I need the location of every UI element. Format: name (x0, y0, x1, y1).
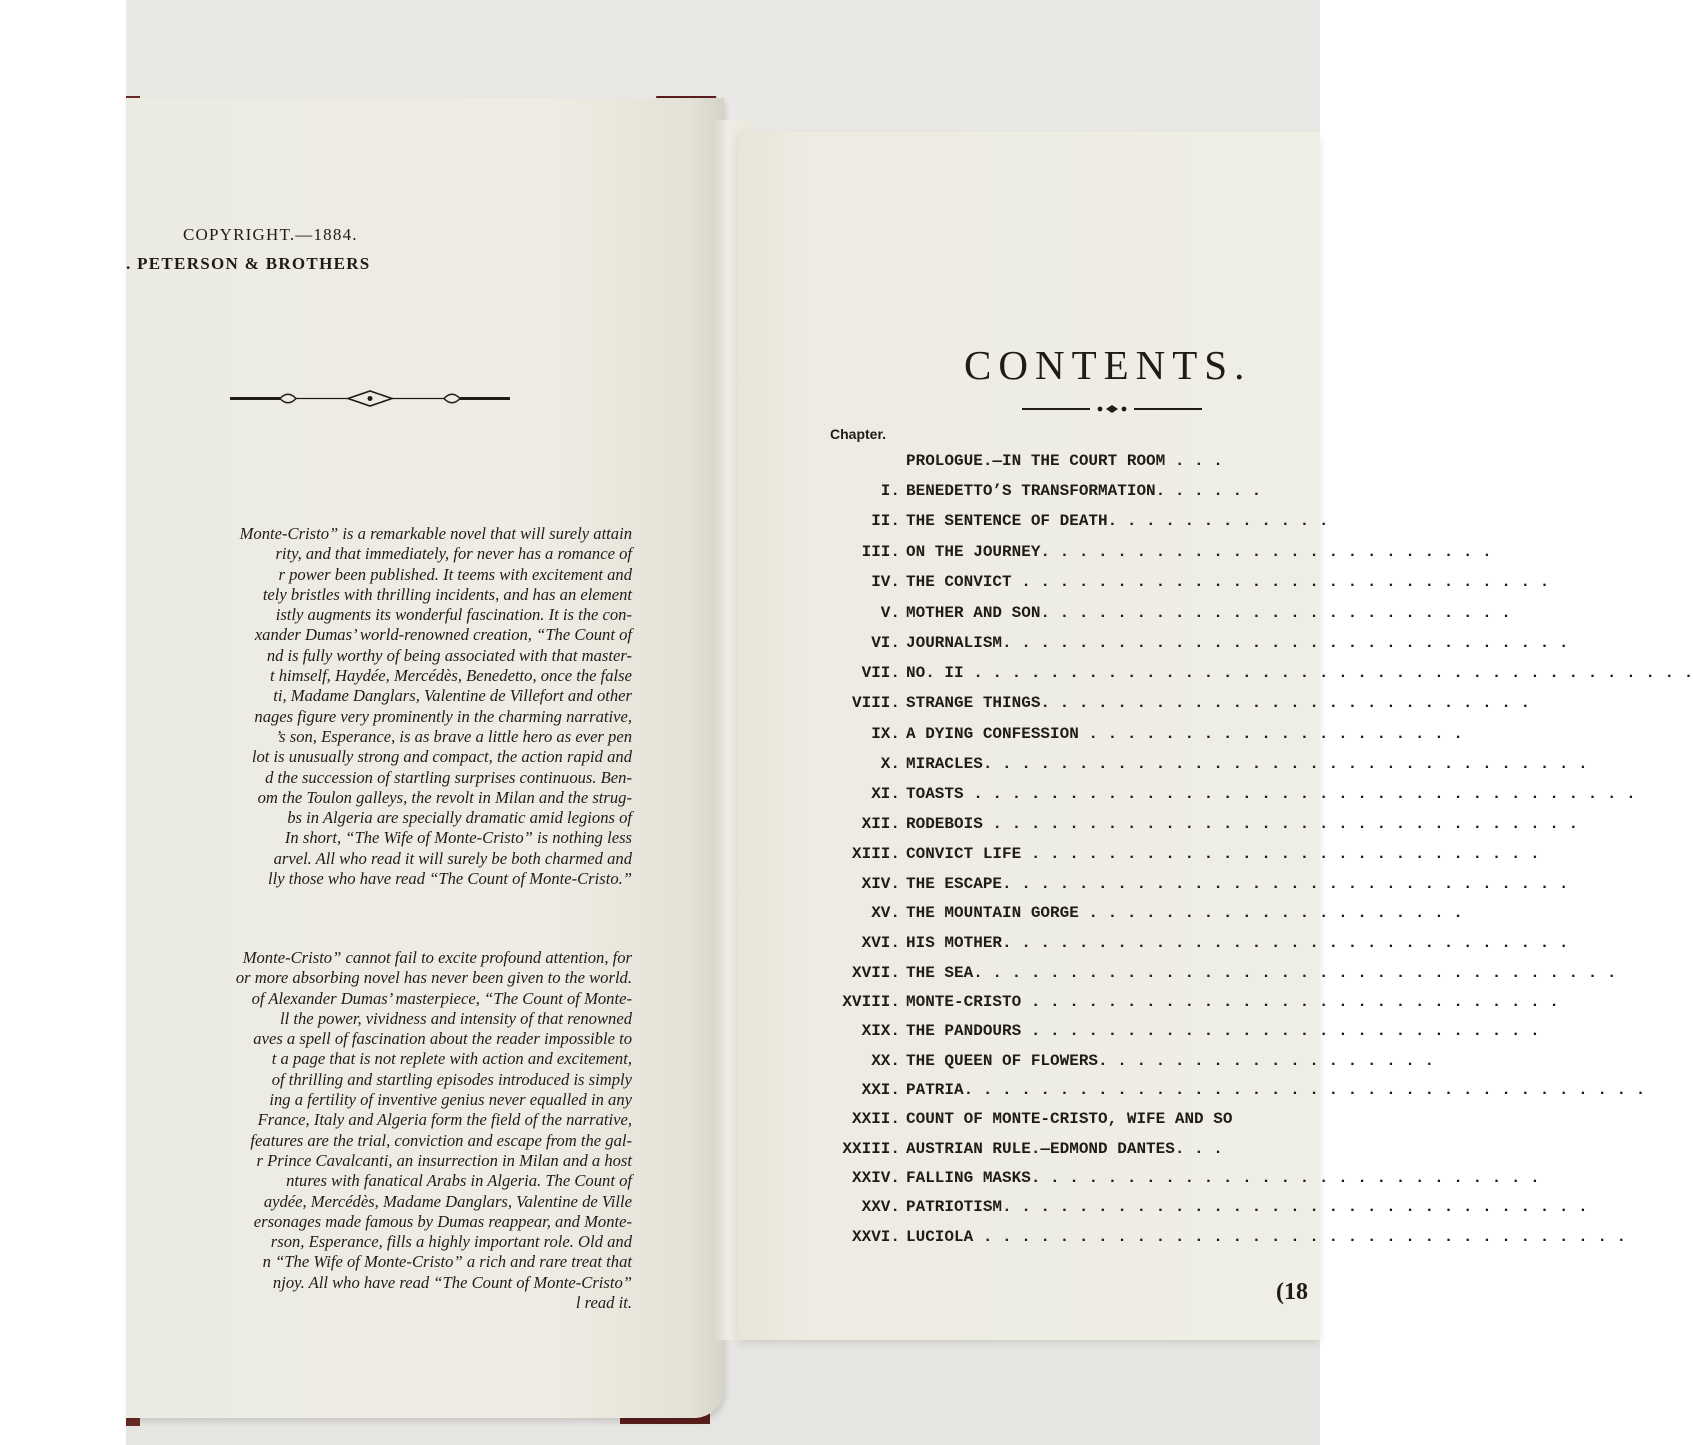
toc-entry (760, 993, 1559, 1021)
chapter-number: XXIII. (842, 1140, 900, 1158)
toc-entry (760, 543, 1492, 571)
paragraph-line: t a page that is not replete with action and excitement, (271, 1049, 632, 1069)
paragraph-line: ti, Madame Danglars, Valentine de Villefort and other (273, 686, 632, 706)
toc-entry (760, 1169, 1540, 1197)
toc-entry (760, 755, 1588, 783)
paragraph-line: Monte-Cristo” is a remarkable novel that will surely attain (239, 524, 632, 543)
chapter-title: BENEDETTO’S TRANSFORMATION. . . . . . (906, 482, 1262, 500)
paragraph-line: nd is fully worthy of being associated with that master- (266, 645, 632, 665)
toc-entry (760, 875, 1569, 903)
paragraph-line: xander Dumas’ world-renowned creation, “The Count of (254, 625, 632, 645)
chapter-number: IX. (871, 725, 900, 743)
paragraph-line: Monte-Cristo” cannot fail to excite profound attention, for (242, 948, 632, 967)
paragraph-line: aydée, Mercédès, Madame Danglars, Valentine de Ville (263, 1191, 632, 1211)
chapter-number: X. (880, 755, 900, 773)
chapter-number: XIII. (851, 845, 900, 863)
paragraph-line: ersonages made famous by Dumas reappear, and Monte- (253, 1211, 632, 1231)
toc-entry (760, 1110, 1360, 1138)
contents-title: CONTENTS. (964, 342, 1252, 388)
paragraph-line: njoy. All who have read “The Count of Monte-Cristo” (272, 1272, 632, 1292)
chapter-number: VIII. (851, 694, 900, 712)
chapter-number: VII. (861, 664, 900, 682)
toc-entry (760, 934, 1569, 962)
chapter-title: AUSTRIAN RULE.—EDMOND DANTES. . . (906, 1140, 1223, 1158)
toc-entry (760, 1198, 1588, 1226)
chapter-title: MONTE-CRISTO . . . . . . . . . . . . . . . . . . . . . . . . . . . . (906, 993, 1559, 1011)
review-paragraph-2 (126, 948, 632, 1313)
paragraph-line: tely bristles with thrilling incidents, and has an element (262, 584, 632, 604)
toc-entry (760, 664, 1693, 692)
chapter-number: V. (880, 604, 900, 622)
chapter-title: FALLING MASKS. . . . . . . . . . . . . . . . . . . . . . . . . . . (906, 1169, 1540, 1187)
paragraph-line: of Alexander Dumas’ masterpiece, “The Count of Monte- (251, 988, 632, 1008)
chapter-title: THE PANDOURS . . . . . . . . . . . . . . . . . . . . . . . . . . . (906, 1022, 1540, 1040)
chapter-number: XI. (871, 785, 900, 803)
paragraph-line: r power been published. It teems with excitement and (278, 564, 632, 584)
publisher-line: . PETERSON & BROTHERS (126, 254, 371, 273)
toc-entry (760, 1081, 1646, 1109)
table-of-contents (760, 452, 1693, 1312)
chapter-number: II. (871, 512, 900, 530)
paragraph-line: In short, “The Wife of Monte-Cristo” is nothing less (284, 828, 632, 848)
paragraph-line: features are the trial, conviction and escape from the gal- (250, 1130, 632, 1150)
toc-entry (760, 634, 1569, 662)
toc-entry (760, 512, 1360, 540)
toc-entry (760, 1228, 1627, 1256)
toc-entry (760, 1022, 1540, 1050)
chapter-number: XIV. (861, 875, 900, 893)
copyright-line: COPYRIGHT.—1884. (183, 225, 358, 244)
paragraph-line: ing a fertility of inventive genius never equalled in any (269, 1090, 632, 1110)
paragraph-line: n “The Wife of Monte-Cristo” a rich and rare treat that (262, 1252, 632, 1272)
chapter-number: XX. (871, 1052, 900, 1070)
chapter-title: PATRIOTISM. . . . . . . . . . . . . . . . . . . . . . . . . . . . . . . (906, 1198, 1588, 1216)
toc-entry (760, 694, 1531, 722)
chapter-title: LUCIOLA . . . . . . . . . . . . . . . . . . . . . . . . . . . . . . . . . . (906, 1228, 1627, 1246)
chapter-number: XIX. (861, 1022, 900, 1040)
chapter-title: RODEBOIS . . . . . . . . . . . . . . . . . . . . . . . . . . . . . . . (906, 815, 1579, 833)
paragraph-line: or more absorbing novel has never been given to the world. (235, 968, 632, 988)
chapter-title: MIRACLES. . . . . . . . . . . . . . . . . . . . . . . . . . . . . . . . (906, 755, 1588, 773)
chapter-number: XII. (861, 815, 900, 833)
toc-entry (760, 573, 1550, 601)
toc-entry (760, 904, 1463, 932)
chapter-number: XVI. (861, 934, 900, 952)
paragraph-line: r Prince Cavalcanti, an insurrection in Milan and a host (256, 1150, 632, 1170)
toc-entry (760, 785, 1636, 813)
chapter-number: XVIII. (842, 993, 900, 1011)
toc-entry (760, 964, 1617, 992)
ornament-divider-icon (230, 388, 510, 410)
chapter-column-label: Chapter. (830, 426, 887, 442)
paragraph-line: aves a spell of fascination about the reader impossible to (253, 1029, 632, 1049)
chapter-title: COUNT OF MONTE-CRISTO, WIFE AND SO (906, 1110, 1233, 1128)
toc-entry (760, 1052, 1435, 1080)
paragraph-line: rson, Esperance, fills a highly important role. Old and (270, 1232, 632, 1252)
chapter-number: XVII. (851, 964, 900, 982)
paragraph-line: of thrilling and startling episodes introduced is simply (271, 1069, 632, 1089)
chapter-number: I. (880, 482, 900, 500)
paragraph-line: lot is unusually strong and compact, the action rapid and (251, 747, 632, 767)
toc-entry (760, 482, 1360, 510)
chapter-number: XXV. (861, 1198, 900, 1216)
chapter-number: VI. (871, 634, 900, 652)
chapter-title: PROLOGUE.—IN THE COURT ROOM . . . (906, 452, 1223, 470)
paragraph-line: arvel. All who read it will surely be both charmed and (273, 848, 632, 868)
paragraph-line: d the succession of startling surprises continuous. Ben- (265, 767, 632, 787)
chapter-title: THE SENTENCE OF DEATH. . . . . . . . . . . . (906, 512, 1329, 530)
chapter-title: PATRIA. . . . . . . . . . . . . . . . . . . . . . . . . . . . . . . . . . . . (906, 1081, 1646, 1099)
paragraph-line: nages figure very prominently in the charming narrative, (254, 706, 632, 726)
chapter-number: XXII. (851, 1110, 900, 1128)
chapter-title: THE CONVICT . . . . . . . . . . . . . . . . . . . . . . . . . . . . (906, 573, 1550, 591)
paragraph-line: istly augments its wonderful fascination. It is the con- (275, 605, 632, 625)
chapter-title: MOTHER AND SON. . . . . . . . . . . . . . . . . . . . . . . . . (906, 604, 1511, 622)
paragraph-line: rity, and that immediately, for never has a romance of (275, 544, 632, 564)
paragraph-line: ll the power, vividness and intensity of that renowned (280, 1008, 632, 1028)
chapter-title: CONVICT LIFE . . . . . . . . . . . . . . . . . . . . . . . . . . . (906, 845, 1540, 863)
paragraph-line: om the Toulon galleys, the revolt in Milan and the strug- (257, 787, 632, 807)
toc-entry (760, 1140, 1360, 1168)
chapter-title: ON THE JOURNEY. . . . . . . . . . . . . . . . . . . . . . . . (906, 543, 1492, 561)
chapter-title: THE SEA. . . . . . . . . . . . . . . . . . . . . . . . . . . . . . . . . . (906, 964, 1617, 982)
chapter-title: A DYING CONFESSION . . . . . . . . . . . . . . . . . . . . (906, 725, 1463, 743)
chapter-number: XXI. (861, 1081, 900, 1099)
chapter-number: IV. (871, 573, 900, 591)
toc-entry (760, 845, 1540, 873)
toc-entry (760, 815, 1579, 843)
paragraph-line: l read it. (575, 1293, 632, 1313)
review-paragraph-1 (126, 524, 632, 889)
contents-rule-icon (1022, 402, 1202, 416)
chapter-number: XXVI. (851, 1228, 900, 1246)
chapter-title: NO. II . . . . . . . . . . . . . . . . . . . . . . . . . . . . . . . . . . . . . . (906, 664, 1693, 682)
toc-entry (760, 604, 1511, 632)
toc-entry (760, 725, 1463, 753)
paragraph-line: ntures with fanatical Arabs in Algeria. The Count of (286, 1171, 632, 1191)
chapter-title: STRANGE THINGS. . . . . . . . . . . . . . . . . . . . . . . . . . (906, 694, 1531, 712)
paragraph-line: ’s son, Esperance, is as brave a little hero as ever pen (275, 726, 632, 746)
toc-entry (760, 452, 1360, 480)
chapter-number: XXIV. (851, 1169, 900, 1187)
chapter-title: HIS MOTHER. . . . . . . . . . . . . . . . . . . . . . . . . . . . . . (906, 934, 1569, 952)
chapter-title: THE MOUNTAIN GORGE . . . . . . . . . . . . . . . . . . . . (906, 904, 1463, 922)
chapter-title: THE QUEEN OF FLOWERS. . . . . . . . . . . . . . . . . . (906, 1052, 1435, 1070)
page-number-mark: (18 (1276, 1279, 1308, 1305)
paragraph-line: t himself, Haydée, Mercédès, Benedetto, once the false (269, 666, 632, 686)
chapter-number: III. (861, 543, 900, 561)
chapter-title: THE ESCAPE. . . . . . . . . . . . . . . . . . . . . . . . . . . . . . (906, 875, 1569, 893)
paragraph-line: lly those who have read “The Count of Monte-Cristo.” (268, 869, 632, 889)
chapter-title: JOURNALISM. . . . . . . . . . . . . . . . . . . . . . . . . . . . . . (906, 634, 1569, 652)
chapter-number: XV. (871, 904, 900, 922)
paragraph-line: France, Italy and Algeria form the field of the narrative, (257, 1110, 632, 1130)
paragraph-line: bs in Algeria are specially dramatic amid legions of (287, 808, 632, 828)
chapter-title: TOASTS . . . . . . . . . . . . . . . . . . . . . . . . . . . . . . . . . . . (906, 785, 1636, 803)
